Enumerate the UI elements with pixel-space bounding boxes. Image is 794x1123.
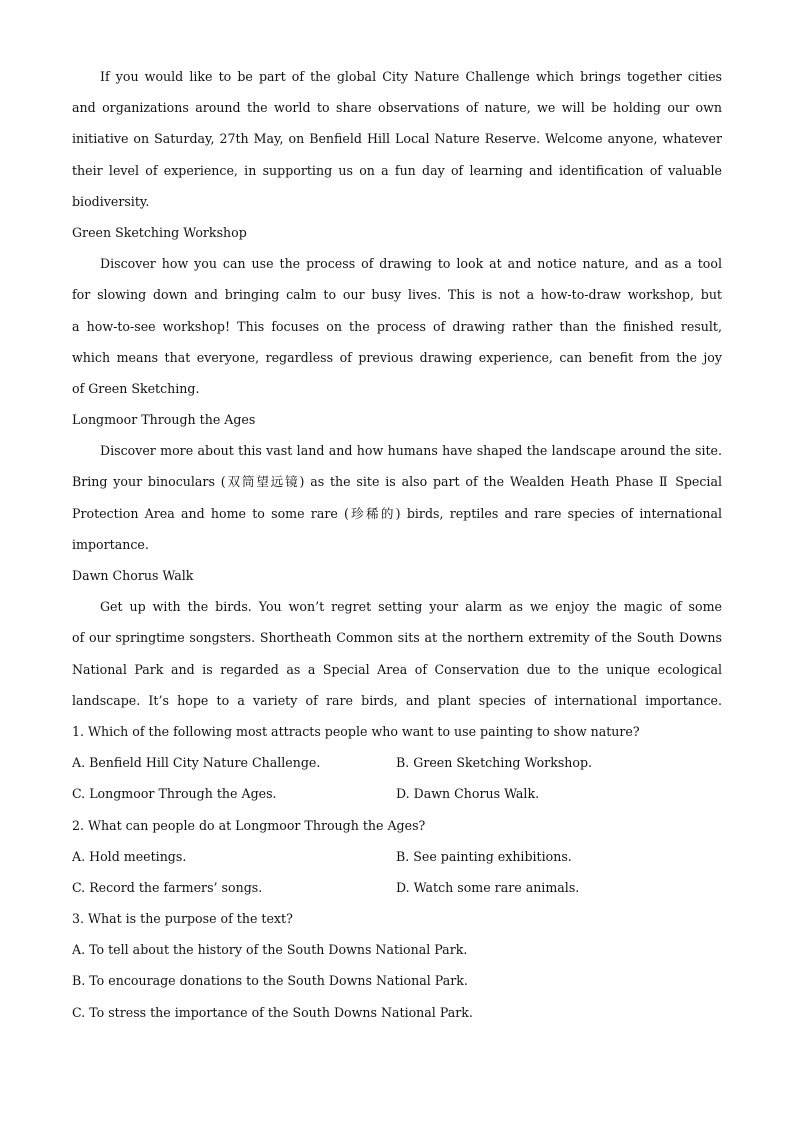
section-green-sketching (72, 217, 722, 404)
paragraph-line: Discover more about this vast land and how humans have shaped the landscape around the site. (100, 443, 722, 459)
option-d: D. Dawn Chorus Walk. (396, 786, 540, 802)
option-b: B. See painting exhibitions. (396, 848, 572, 864)
option-row (72, 841, 722, 872)
paragraph-line: of Green Sketching. (72, 380, 200, 396)
question-stem: 2. What can people do at Longmoor Through the Ages? (72, 817, 426, 833)
option-row (72, 872, 722, 903)
question-1 (72, 716, 722, 810)
option-c: C. Longmoor Through the Ages. (72, 786, 277, 802)
option-b: B. To encourage donations to the South Downs National Park. (72, 973, 468, 989)
option-row (72, 778, 722, 809)
section-heading: Green Sketching Workshop (72, 224, 247, 240)
question-2 (72, 810, 722, 904)
option-row (72, 747, 722, 778)
paragraph-line: Bring your binoculars (双筒望远镜) as the site is also part of the Wealden Heath Phase Ⅱ Special (72, 474, 722, 490)
paragraph-line: of our springtime songsters. Shortheath Common sits at the northern extremity of the South Downs (72, 630, 722, 646)
paragraph-line: their level of experience, in supporting us on a fun day of learning and identification of valuable (72, 162, 722, 178)
paragraph-line: Protection Area and home to some rare (珍稀的) birds, reptiles and rare species of international (72, 505, 722, 521)
question-stem: 1. Which of the following most attracts people who want to use painting to show nature? (72, 723, 640, 739)
paragraph-line: a how-to-see workshop! This focuses on the process of drawing rather than the finished result, (72, 318, 722, 334)
section-heading: Longmoor Through the Ages (72, 412, 256, 428)
intro-paragraph (72, 61, 722, 217)
paragraph-line: Discover how you can use the process of drawing to look at and notice nature, and as a tool (100, 256, 722, 272)
option-a: A. To tell about the history of the South Downs National Park. (72, 942, 468, 958)
paragraph-line: initiative on Saturday, 27th May, on Benfield Hill Local Nature Reserve. Welcome anyone, whatever (72, 131, 722, 147)
section-dawn-chorus (72, 560, 722, 716)
paragraph-line: biodiversity. (72, 193, 150, 209)
paragraph-line: Get up with the birds. You won’t regret setting your alarm as we enjoy the magic of some (100, 599, 722, 615)
paragraph-line: landscape. It’s hope to a variety of rare birds, and plant species of international importance. (72, 692, 722, 708)
paragraph-line: National Park and is regarded as a Special Area of Conservation due to the unique ecological (72, 661, 722, 677)
option-c: C. To stress the importance of the South Downs National Park. (72, 1004, 473, 1020)
paragraph-line: and organizations around the world to share observations of nature, we will be holding our own (72, 100, 722, 116)
section-heading: Dawn Chorus Walk (72, 568, 194, 583)
document-body (72, 61, 722, 1028)
option-d: D. Watch some rare animals. (396, 879, 580, 895)
paragraph-line: If you would like to be part of the global City Nature Challenge which brings together cities (100, 69, 722, 84)
paragraph-line: which means that everyone, regardless of previous drawing experience, can benefit from the joy (72, 349, 722, 365)
option-a: A. Hold meetings. (72, 848, 187, 864)
question-stem: 3. What is the purpose of the text? (72, 911, 293, 927)
option-a: A. Benfield Hill City Nature Challenge. (72, 755, 321, 771)
section-longmoor (72, 404, 722, 560)
paragraph-line: for slowing down and bringing calm to our busy lives. This is not a how-to-draw workshop, but (72, 287, 722, 303)
question-3 (72, 903, 722, 1028)
option-c: C. Record the farmers’ songs. (72, 879, 263, 895)
paragraph-line: importance. (72, 536, 149, 552)
option-b: B. Green Sketching Workshop. (396, 755, 593, 771)
